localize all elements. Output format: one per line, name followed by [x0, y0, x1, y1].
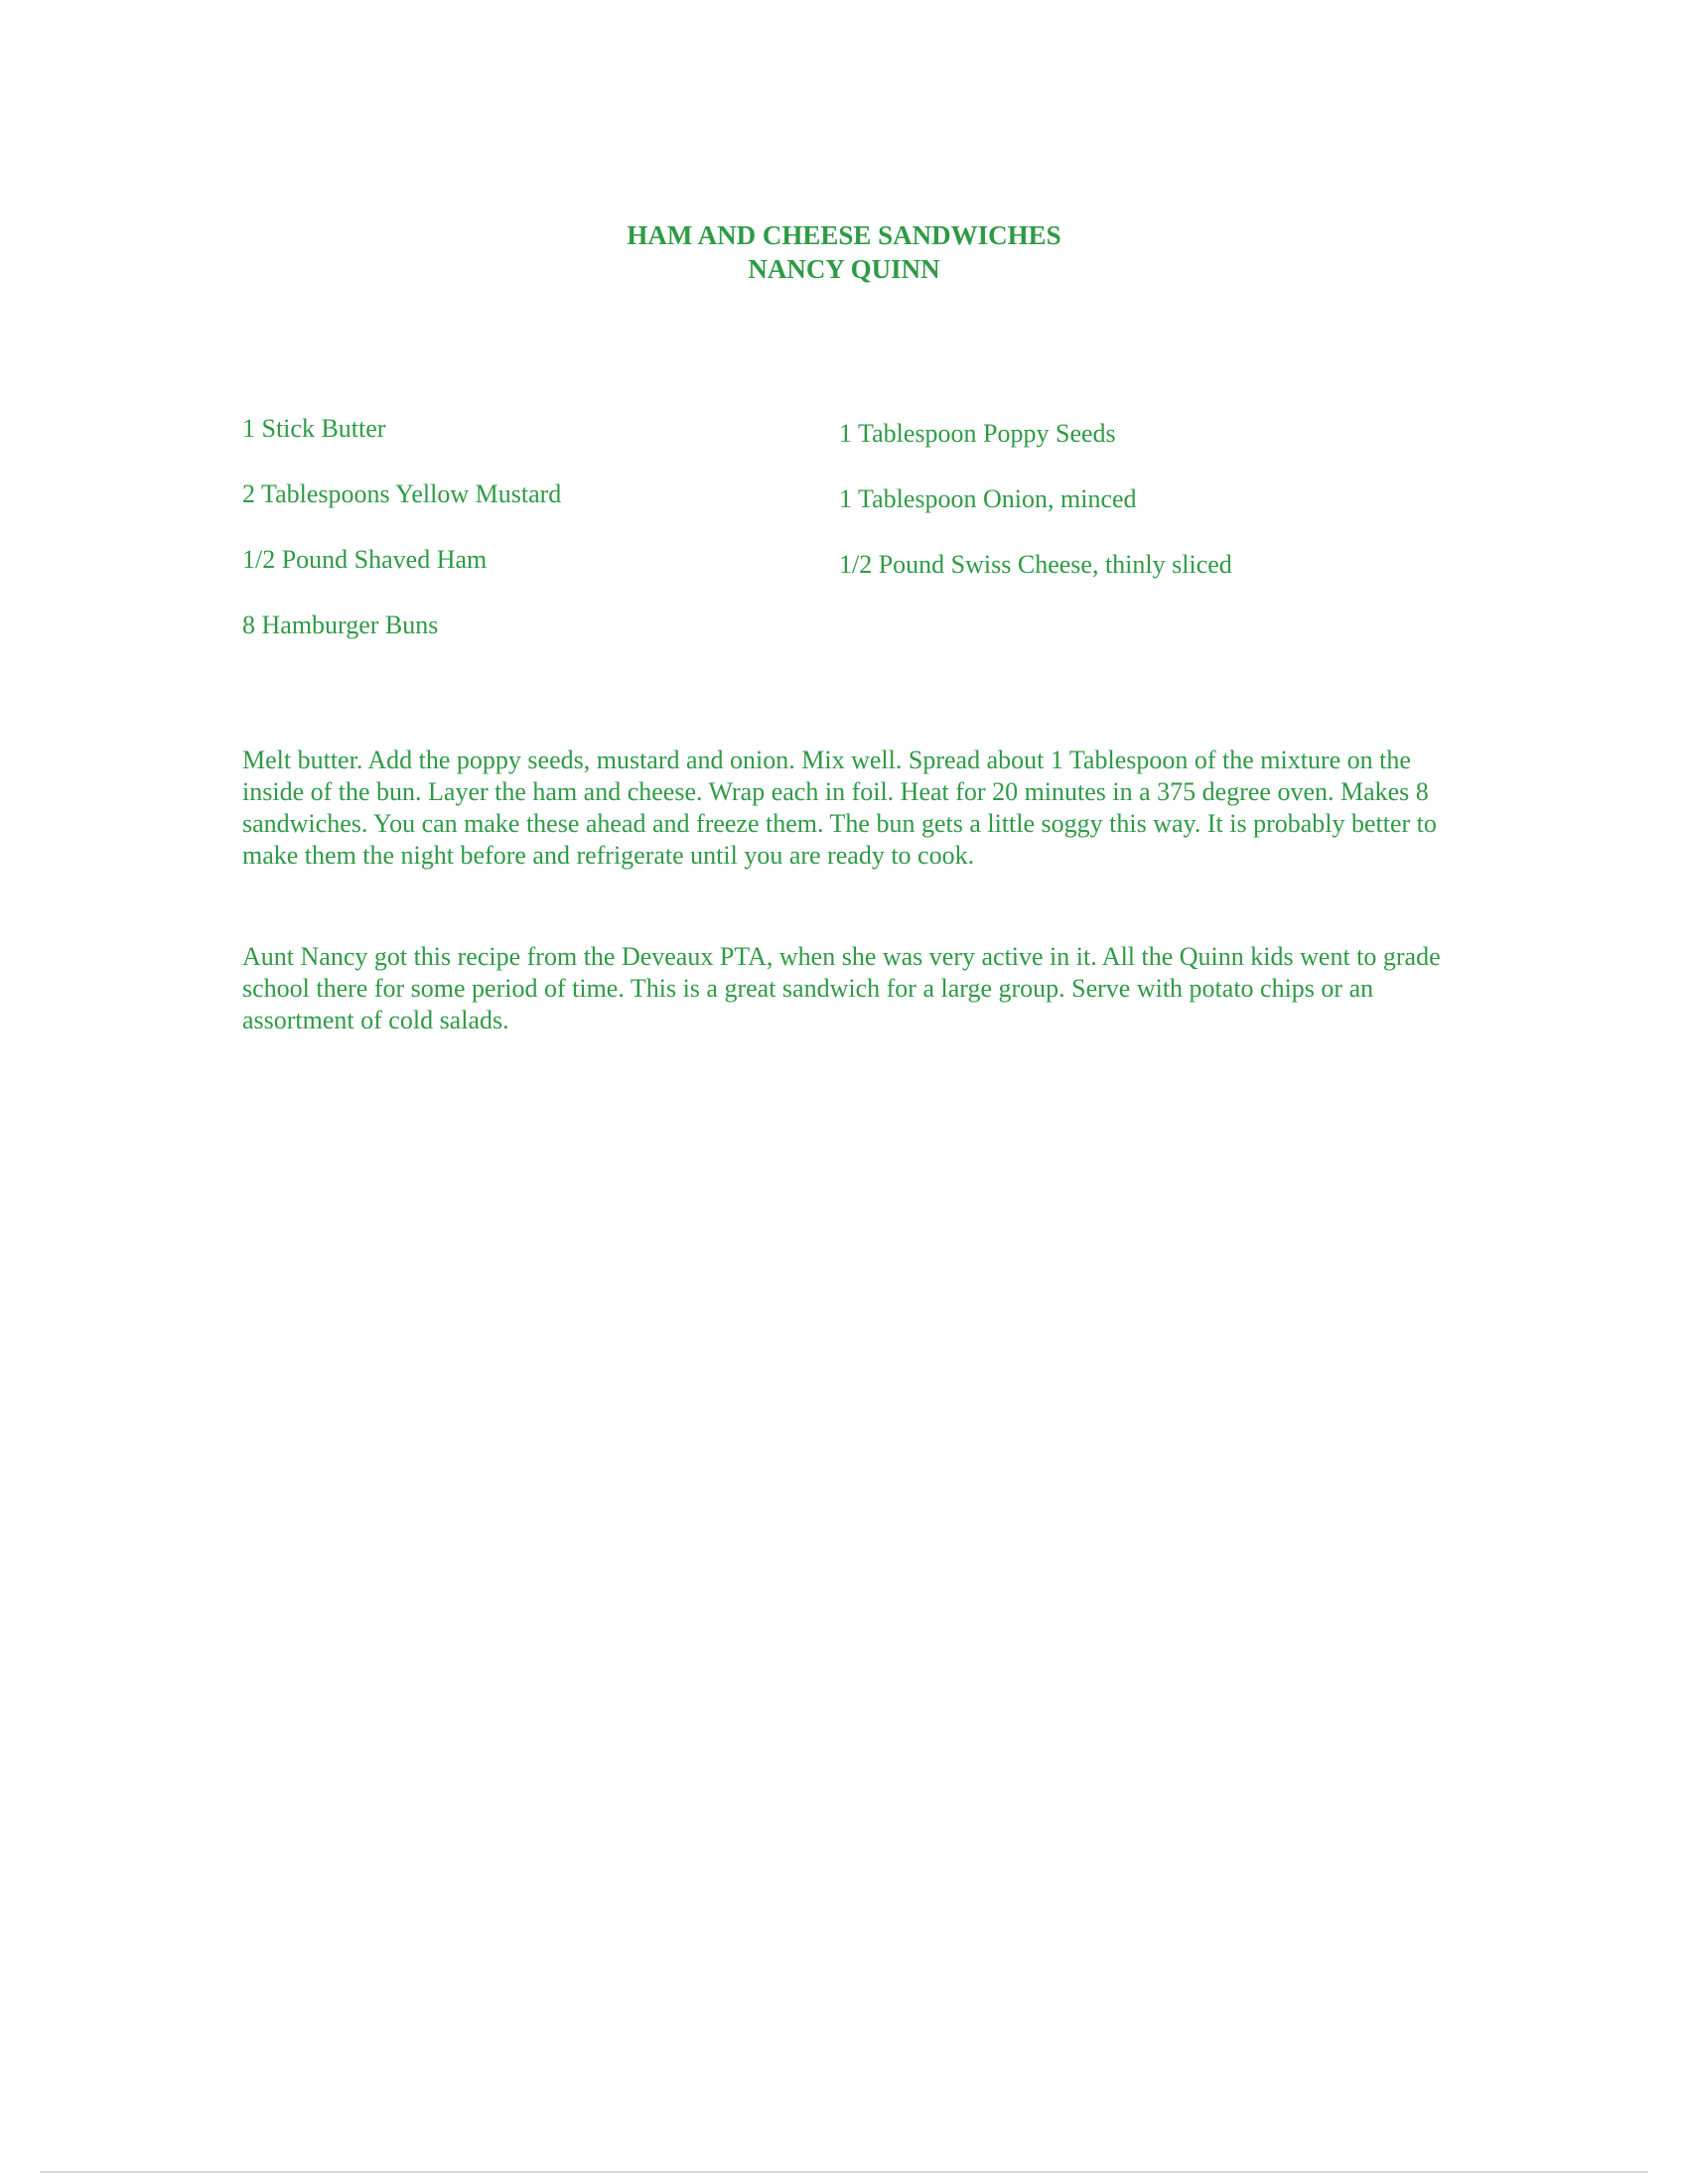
page-edge-line — [40, 2171, 1648, 2173]
ingredient-item: 1/2 Pound Swiss Cheese, thinly sliced — [839, 550, 1232, 579]
note-paragraph: Aunt Nancy got this recipe from the Deveaux PTA, when she was very active in it. All the Quinn kids went to grade school there for some period of time. This is a great sandwich for a large group. Serve with potato chips or an assortment of cold salads. — [242, 942, 1441, 1034]
ingredients-left-column — [242, 413, 798, 675]
recipe-author: NANCY QUINN — [748, 254, 940, 284]
ingredient-item: 1 Tablespoon Onion, minced — [839, 484, 1137, 513]
ingredient-item: 1/2 Pound Shaved Ham — [242, 545, 488, 574]
recipe-title: HAM AND CHEESE SANDWICHES — [627, 220, 1061, 250]
ingredient-item: 2 Tablespoons Yellow Mustard — [242, 479, 562, 508]
ingredient-item: 8 Hamburger Buns — [242, 611, 439, 639]
ingredient-item: 1 Tablespoon Poppy Seeds — [839, 419, 1116, 448]
ingredients-right-column — [839, 418, 1395, 614]
instructions-paragraph: Melt butter. Add the poppy seeds, mustard and onion. Mix well. Spread about 1 Tablespoon of the mixture on the inside of the bun. Layer the ham and cheese. Wrap each in foil. Heat for 20 minutes in a 375 degree oven. Makes 8 sandwiches. You can make these ahead and freeze them. The bun gets a little soggy this way. It is probably better to make them the night before and refrigerate until you are ready to cook. — [242, 746, 1437, 870]
recipe-header — [0, 218, 1688, 286]
ingredient-item: 1 Stick Butter — [242, 414, 386, 443]
